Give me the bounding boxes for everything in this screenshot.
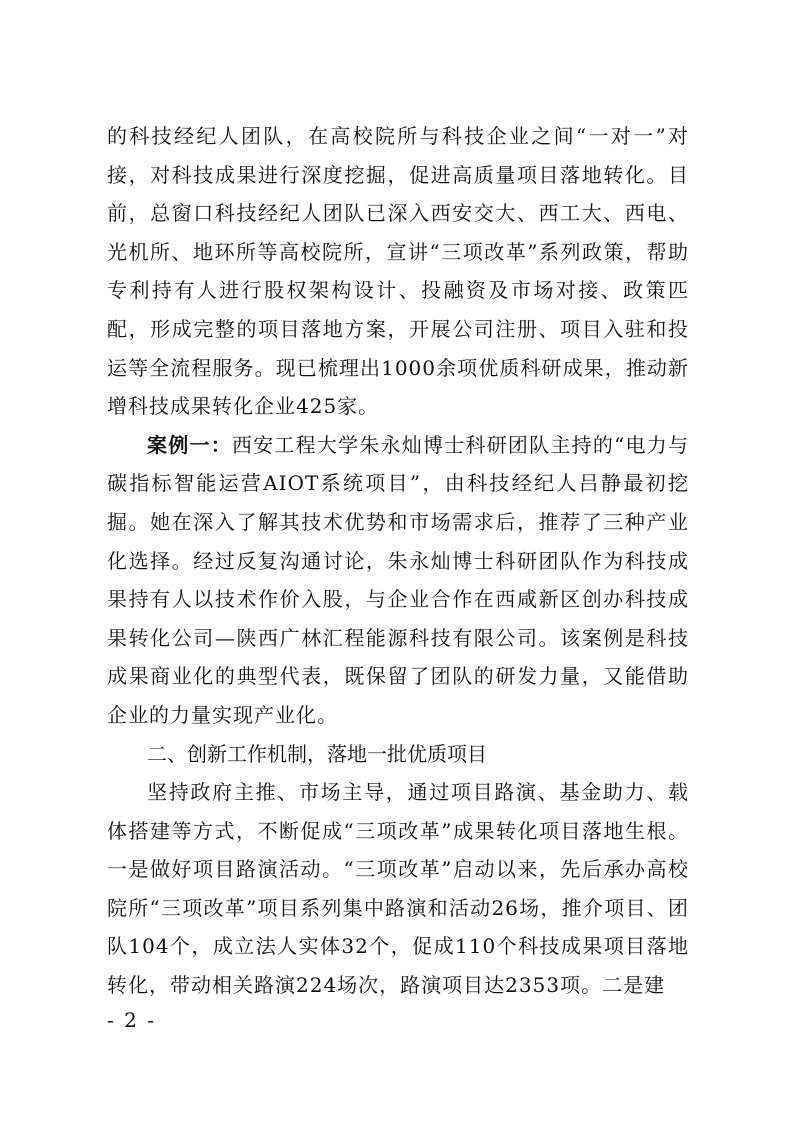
emphasis-first-point: 一是做好项目路演活动。	[107, 857, 344, 882]
case-text: 西安工程大学朱永灿博士科研团队主持的“电力与碳指标智能运营AIOT系统项目”，由科技经纪人吕静最初挖掘。她在深入了解其技术优势和市场需求后，推荐了三种产业化选择。经过反复沟通讨论，朱永灿博士科研团队作为科技成果持有人以技术作价入股，与企业合作在西咸新区创办科技成果转化公司—陕西广林汇程能源科技有限公司。该案例是科技成果商业化的典型代表，既保留了团队的研发力量，又能借助企业的力量实现产业化。	[107, 432, 690, 727]
section-heading: 二、创新工作机制，落地一批优质项目	[147, 741, 487, 766]
case-paragraph	[107, 426, 689, 735]
emphasis-second-point: 二是建	[602, 973, 666, 998]
document-body	[107, 117, 689, 1005]
mechanism-intro: 坚持政府主推、市场主导，通过项目路演、基金助力、载体搭建等方式，不断促成“三项改革”成果转化项目落地生根。	[107, 780, 689, 843]
paragraph-continuation: 的科技经纪人团队，在高校院所与科技企业之间“一对一”对接，对科技成果进行深度挖掘，促进高质量项目落地转化。目前，总窗口科技经纪人团队已深入西安交大、西工大、西电、光机所、地环所等高校院所，宣讲“三项改革”系列政策，帮助专利持有人进行股权架构设计、投融资及市场对接、政策匹配，形成完整的项目落地方案，开展公司注册、项目入驻和投运等全流程服务。现已梳理出1000余项优质科研成果，推动新增科技成果转化企业425家。	[107, 124, 689, 419]
mechanism-paragraph	[107, 773, 689, 1005]
mechanism-body: “三项改革”启动以来，先后承办高校院所“三项改革”项目系列集中路演和活动26场，推介项目、团队104个，成立法人实体32个，促成110个科技成果项目落地转化，带动相关路演224场次，路演项目达2353项。	[107, 857, 690, 998]
page-number: - 2 -	[107, 1008, 156, 1032]
case-label: 案例一：	[147, 432, 232, 457]
